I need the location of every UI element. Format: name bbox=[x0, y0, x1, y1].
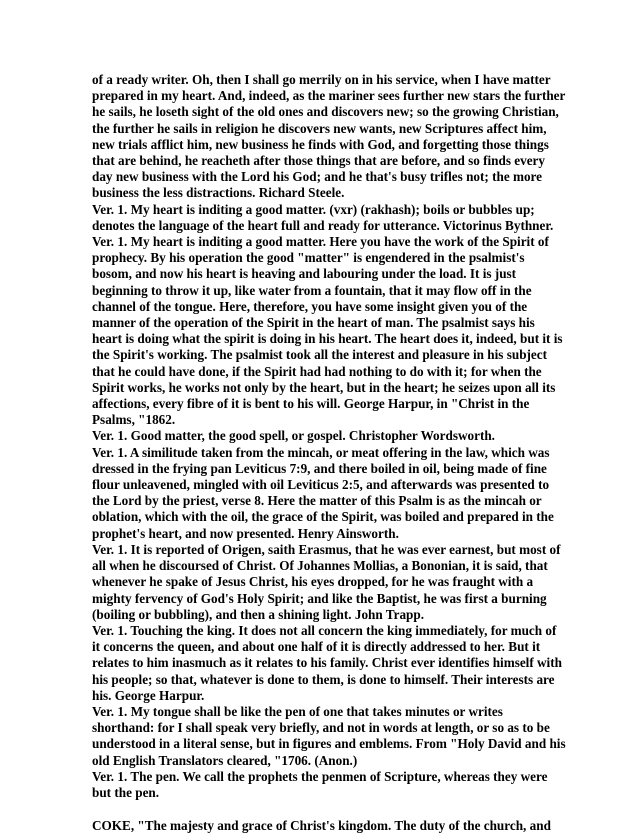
text-line: mighty fervency of God's Holy Spirit; and like the Baptist, he was first a burning bbox=[92, 590, 547, 606]
text-line: whenever he spake of Jesus Christ, his eyes dropped, for he was fraught with a bbox=[92, 574, 534, 590]
text-line: day new business with the Lord his God; and he that's busy trifles not; the more bbox=[92, 169, 543, 185]
text-line: denotes the language of the heart full and ready for utterance. Victorinus Bythner. bbox=[92, 217, 554, 233]
paragraph-wordsworth bbox=[92, 428, 570, 444]
text-line: the Spirit's working. The psalmist took all the interest and pleasure in his subject bbox=[92, 347, 548, 363]
text-line: that are behind, he reacheth after those things that are before, and so finds every bbox=[92, 153, 545, 169]
text-line: prepared in my heart. And, indeed, as the mariner sees further new stars the further bbox=[92, 88, 566, 104]
text-line: Ver. 1. The pen. We call the prophets the penmen of Scripture, whereas they were bbox=[92, 768, 548, 784]
text-line: old English Translators cleared, "1706. (Anon.) bbox=[92, 752, 358, 768]
text-line: the Lord by the priest, verse 8. Here the matter of this Psalm is as the mincah or bbox=[92, 493, 542, 509]
text-line: oblation, which with the oil, the grace of the Spirit, was boiled and prepared in the bbox=[92, 509, 554, 525]
document-page bbox=[92, 72, 570, 834]
paragraph-harpur-1 bbox=[92, 234, 570, 428]
text-line: Ver. 1. Touching the king. It does not all concern the king immediately, for much of bbox=[92, 622, 557, 638]
text-line: Ver. 1. It is reported of Origen, saith Erasmus, that he was ever earnest, but most of bbox=[92, 541, 561, 557]
text-line: the further he sails in religion he discovers new wants, new Scriptures affect him, bbox=[92, 120, 547, 136]
text-line: bosom, and now his heart is heaving and labouring under the load. It is just bbox=[92, 266, 517, 282]
text-line: business the less distractions. Richard Steele. bbox=[92, 185, 345, 201]
text-line: beginning to throw it up, like water from a fountain, that it may flow off in the bbox=[92, 282, 532, 298]
text-line: all when he discoursed of Christ. Of Johannes Mollias, a Bononian, it is said, that bbox=[92, 558, 548, 574]
text-line: Ver. 1. My heart is inditing a good matter. Here you have the work of the Spirit of bbox=[92, 234, 549, 250]
text-line: but the pen. bbox=[92, 784, 160, 800]
text-line: of a ready writer. Oh, then I shall go merrily on in his service, when I have matter bbox=[92, 72, 551, 87]
text-line: heart is doing what the spirit is doing in his heart. The heart does it, indeed, but it is bbox=[92, 331, 563, 347]
text-line: Ver. 1. My heart is inditing a good matter. (vxr) (rakhash); boils or bubbles up; bbox=[92, 201, 535, 217]
text-line: Spirit works, he works not only by the heart, but in the heart; he seizes upon all its bbox=[92, 379, 556, 395]
paragraph-gap bbox=[92, 801, 570, 818]
text-line: channel of the tongue. Here, therefore, you have some insight given you of the bbox=[92, 298, 528, 314]
text-line: flour unleavened, mingled with oil Leviticus 2:5, and afterwards was presented to bbox=[92, 477, 550, 493]
text-line: manner of the operation of the Spirit in the heart of man. The psalmist says his bbox=[92, 315, 535, 331]
text-line: relates to him inasmuch as it relates to his family. Christ ever identifies himself with bbox=[92, 655, 562, 671]
text-line: affections, every fibre of it is bent to his will. George Harpur, in "Christ in the bbox=[92, 396, 530, 412]
paragraph-ainsworth bbox=[92, 445, 570, 542]
paragraph-harpur-2 bbox=[92, 623, 570, 704]
paragraph-trapp bbox=[92, 542, 570, 623]
text-line: Ver. 1. My tongue shall be like the pen of one that takes minutes or writes bbox=[92, 703, 503, 719]
text-line: (boiling or bubbling), and then a shining light. John Trapp. bbox=[92, 606, 425, 622]
text-line: COKE, "The majesty and grace of Christ's kingdom. The duty of the church, and bbox=[92, 818, 551, 834]
paragraph-pen bbox=[92, 769, 570, 801]
text-line: it concerns the queen, and about one half of it is directly addressed to her. But it bbox=[92, 639, 541, 655]
text-line: that he could have done, if the Spirit had had nothing to do with it; for when the bbox=[92, 363, 542, 379]
text-line: his people; so that, whatever is done to them, is done to himself. Their interests are bbox=[92, 671, 555, 687]
text-line: new trials afflict him, new business he finds with God, and forgetting those things bbox=[92, 136, 549, 152]
text-line: prophet's heart, and now presented. Henry Ainsworth. bbox=[92, 525, 399, 541]
paragraph-anon bbox=[92, 704, 570, 769]
text-line: shorthand: for I shall speak very briefly, and not in words at length, or so as to be bbox=[92, 720, 550, 736]
text-line: prophecy. By his operation the good "matter" is engendered in the psalmist's bbox=[92, 250, 525, 266]
paragraph-coke bbox=[92, 818, 570, 834]
paragraph-bythner bbox=[92, 202, 570, 234]
text-line: understood in a literal sense, but in figures and emblems. From "Holy David and his bbox=[92, 736, 566, 752]
text-line: Ver. 1. Good matter, the good spell, or gospel. Christopher Wordsworth. bbox=[92, 428, 495, 444]
paragraph-steele bbox=[92, 72, 570, 202]
text-line: he sails, he loseth sight of the old ones and discovers new; so the growing Christian, bbox=[92, 104, 559, 120]
text-line: his. George Harpur. bbox=[92, 687, 205, 703]
text-line: Ver. 1. A similitude taken from the mincah, or meat offering in the law, which was bbox=[92, 444, 550, 460]
text-line: Psalms, "1862. bbox=[92, 412, 176, 428]
text-line: dressed in the frying pan Leviticus 7:9, and there boiled in oil, being made of fine bbox=[92, 460, 547, 476]
